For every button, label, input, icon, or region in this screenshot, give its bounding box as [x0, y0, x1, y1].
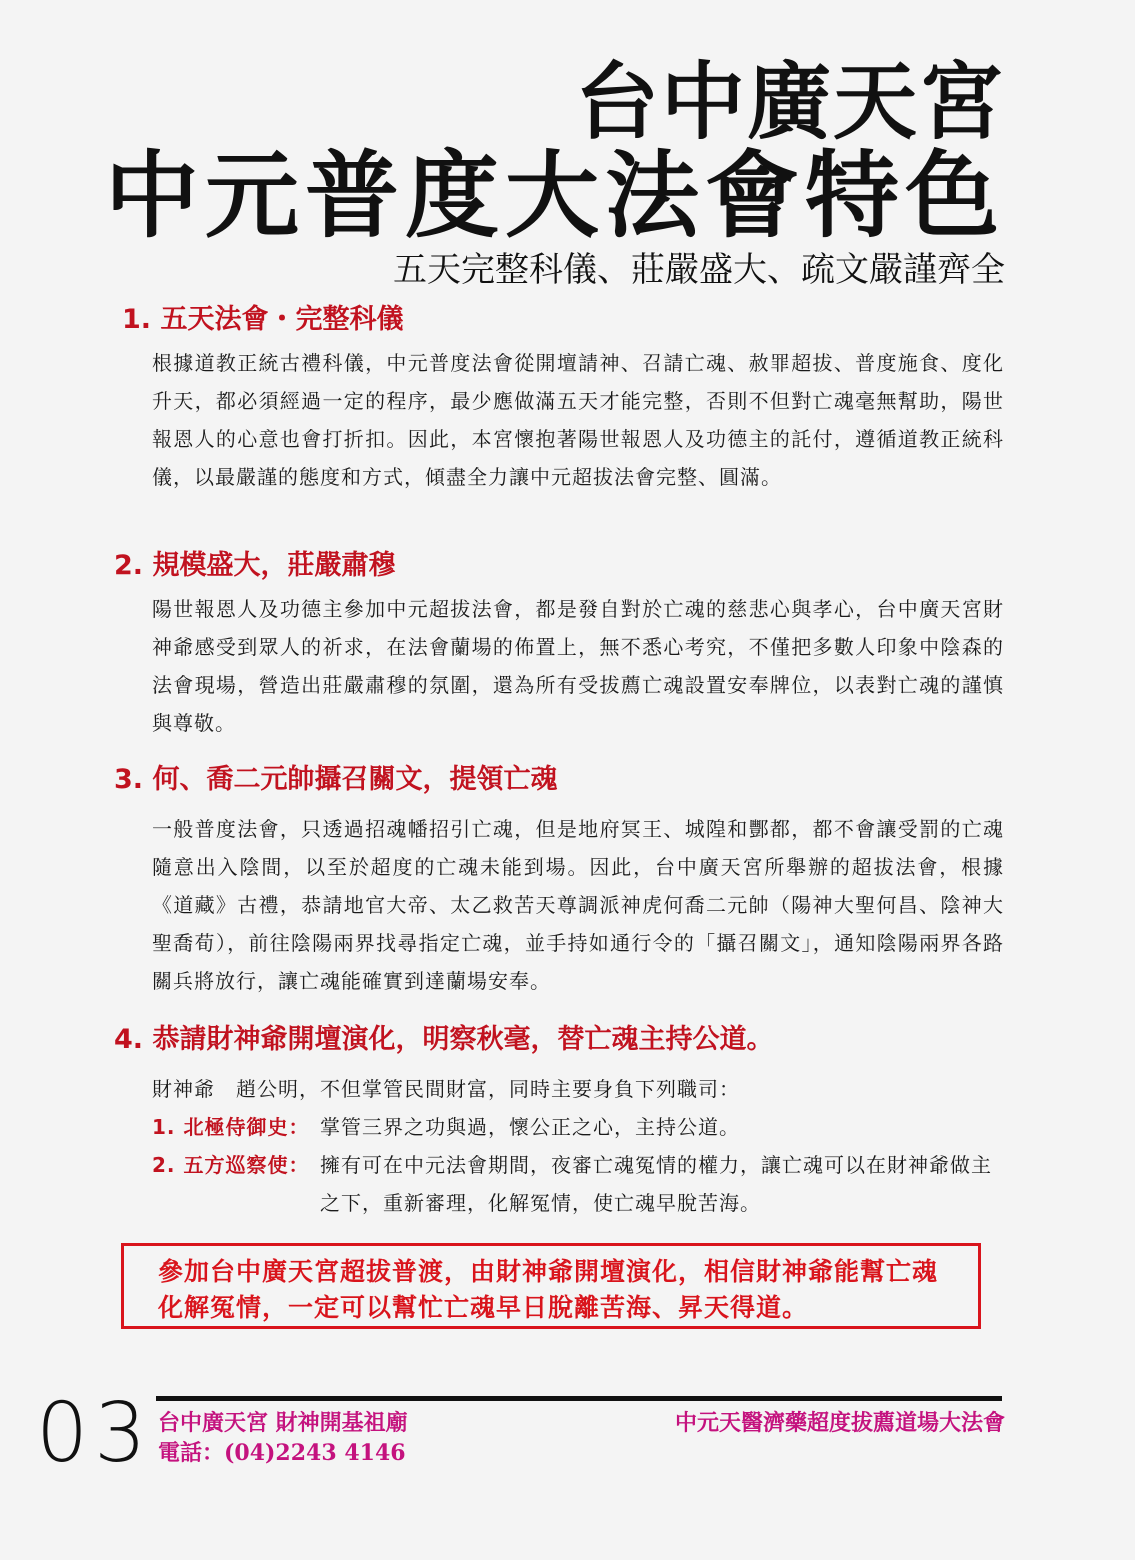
section-3-text: 一般普度法會，只透過招魂幡招引亡魂，但是地府冥王、城隍和酆都，都不會讓受罰的亡魂隨意出入陰間，以至於超度的亡魂未能到場。因此，台中廣天宮所舉辦的超拔法會，根據《道藏》古禮，恭請地官大帝、太乙救苦天尊調派神虎何喬二元帥（陽神大聖何昌、陰神大聖喬荀），前往陰陽兩界找尋指定亡魂，並手持如通行令的「攝召關文」，通知陰陽兩界各路關兵將放行，讓亡魂能確實到達蘭場安奉。 [152, 817, 1004, 993]
footer-divider [156, 1396, 1002, 1401]
section-4-intro: 財神爺 趙公明，不但掌管民間財富，同時主要身負下列職司： [152, 1077, 740, 1101]
section-1-heading: 1. 五天法會・完整科儀 [122, 304, 404, 335]
section-4-heading: 4. 恭請財神爺開壇演化，明察秋毫，替亡魂主持公道。 [114, 1024, 774, 1055]
footer-temple-name: 台中廣天宮 財神開基祖廟 [158, 1410, 408, 1436]
section-1-text: 根據道教正統古禮科儀，中元普度法會從開壇請神、召請亡魂、赦罪超拔、普度施食、度化升天，都必須經過一定的程序，最少應做滿五天才能完整，否則不但對亡魂毫無幫助，陽世報恩人的心意也會打折扣。因此，本宮懷抱著陽世報恩人及功德主的託付，遵循道教正統科儀，以最嚴謹的態度和方式，傾盡全力讓中元超拔法會完整、圓滿。 [152, 351, 1004, 489]
section-3-heading: 3. 何、喬二元帥攝召關文，提領亡魂 [114, 764, 558, 795]
page-number: 03 [36, 1386, 153, 1481]
duty-item [152, 1108, 1012, 1146]
duty-text: 掌管三界之功與過，懷公正之心，主持公道。 [320, 1115, 740, 1139]
duty-item [152, 1146, 1012, 1222]
duty-label: 1. 北極侍御史： [152, 1115, 310, 1139]
page-title-temple: 台中廣天宮 [574, 52, 1005, 151]
section-2-heading: 2. 規模盛大，莊嚴肅穆 [114, 550, 396, 581]
page-subtitle: 五天完整科儀、莊嚴盛大、疏文嚴謹齊全 [393, 250, 1005, 290]
duty-text: 擁有可在中元法會期間，夜審亡魂冤情的權力，讓亡魂可以在財神爺做主之下，重新審理，化解冤情，使亡魂早脫苦海。 [320, 1153, 992, 1215]
footer-contact [158, 1408, 408, 1468]
section-1-body [152, 344, 1004, 496]
callout-box [121, 1243, 981, 1329]
section-4-body [152, 1070, 1012, 1222]
footer-event-name: 中元天醫濟藥超度拔薦道場大法會 [674, 1410, 1005, 1436]
section-2-text: 陽世報恩人及功德主參加中元超拔法會，都是發自對於亡魂的慈悲心與孝心，台中廣天宮財神爺感受到眾人的祈求，在法會蘭場的佈置上，無不悉心考究，不僅把多數人印象中陰森的法會現場，營造出莊嚴肅穆的氛圍，還為所有受拔薦亡魂設置安奉牌位，以表對亡魂的謹慎與尊敬。 [152, 597, 1004, 735]
section-2-body [152, 590, 1004, 742]
section-3-body [152, 810, 1004, 1000]
footer-phone: 電話：(04)2243 4146 [158, 1440, 406, 1466]
duty-label: 2. 五方巡察使： [152, 1153, 310, 1177]
callout-text: 參加台中廣天宮超拔普渡，由財神爺開壇演化，相信財神爺能幫亡魂化解冤情，一定可以幫忙亡魂早日脫離苦海、昇天得道。 [158, 1257, 939, 1322]
page-title-event: 中元普度大法會特色 [104, 141, 1005, 251]
